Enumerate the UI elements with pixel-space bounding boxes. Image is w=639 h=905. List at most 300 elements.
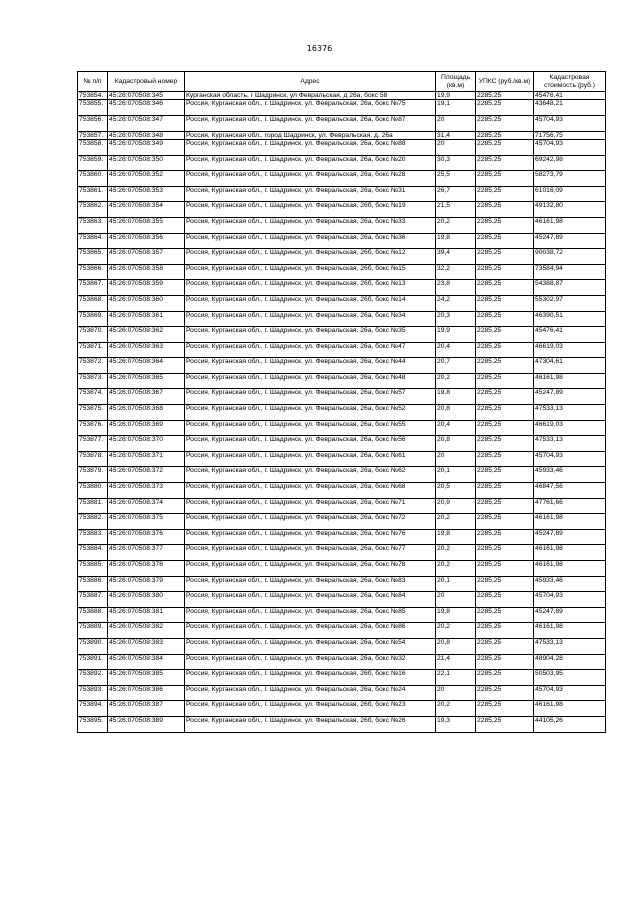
cell-cadastral-number: 45:26:070508:376 [108, 529, 185, 545]
cell-cadastral-number: 45:26:070508:349 [108, 139, 185, 155]
cell-row-number: 753878. [78, 451, 108, 467]
cell-area: 20,9 [436, 498, 476, 514]
table-row [78, 92, 606, 100]
header-cadastral: Кадастровый номер [108, 72, 185, 92]
cell-address: Россия, Курганская обл., г. Шадринск, ул. Февральская, 26б, бокс №26 [185, 716, 436, 732]
header-cost: Кадастровая стоимость (руб.) [534, 72, 606, 92]
table-row [78, 186, 606, 202]
cell-address: Россия, Курганская обл., г. Шадринск, ул. Февральская, 26а, бокс №88 [185, 139, 436, 155]
cell-cadastral-cost: 45704,93 [534, 139, 606, 155]
cell-cadastral-number: 45:26:070508:367 [108, 389, 185, 405]
cell-row-number: 753858. [78, 139, 108, 155]
cell-cadastral-number: 45:26:070508:386 [108, 685, 185, 701]
cell-cadastral-cost: 46161,98 [534, 217, 606, 233]
cell-cadastral-cost: 54388,87 [534, 280, 606, 296]
table-row [78, 233, 606, 249]
cell-area: 21,5 [436, 202, 476, 218]
cell-cadastral-number: 45:26:070508:387 [108, 701, 185, 717]
cell-area: 20,3 [436, 311, 476, 327]
cell-cadastral-cost: 45247,89 [534, 607, 606, 623]
cell-area: 32,2 [436, 264, 476, 280]
cell-row-number: 753860. [78, 171, 108, 187]
cell-address: Россия, Курганская обл., г. Шадринск, ул. Февральская, 26а, бокс №56 [185, 436, 436, 452]
cell-cadastral-cost: 46161,98 [534, 373, 606, 389]
cell-row-number: 753895. [78, 716, 108, 732]
cell-cadastral-cost: 45247,89 [534, 233, 606, 249]
cell-upks: 2285,25 [476, 623, 534, 639]
cell-cadastral-number: 45:26:070508:378 [108, 561, 185, 577]
cell-upks: 2285,25 [476, 436, 534, 452]
table-row [78, 311, 606, 327]
cell-row-number: 753871. [78, 342, 108, 358]
cell-area: 20,2 [436, 545, 476, 561]
table-row [78, 467, 606, 483]
cell-row-number: 753889. [78, 623, 108, 639]
cell-address: Россия, Курганская обл., г. Шадринск, ул. Февральская, 26а, бокс №77 [185, 545, 436, 561]
cell-upks: 2285,25 [476, 654, 534, 670]
table-row [78, 327, 606, 343]
cell-cadastral-cost: 46390,51 [534, 311, 606, 327]
table-header-row [78, 72, 606, 92]
cell-address: Россия, Курганская обл., г. Шадринск, ул. Февральская, 26а, бокс №20 [185, 155, 436, 171]
cell-cadastral-number: 45:26:070508:360 [108, 295, 185, 311]
cell-address: Россия, Курганская обл., г. Шадринск, ул. Февральская, 26а, бокс №61 [185, 451, 436, 467]
cell-area: 20,2 [436, 217, 476, 233]
table-row [78, 670, 606, 686]
table-row [78, 280, 606, 296]
cell-row-number: 753885. [78, 561, 108, 577]
cell-area: 19,8 [436, 529, 476, 545]
cell-upks: 2285,25 [476, 545, 534, 561]
table-row [78, 498, 606, 514]
cell-address: Россия, Курганская обл., г. Шадринск, ул. Февральская, 26а, бокс №87 [185, 115, 436, 131]
cell-area: 20,8 [436, 436, 476, 452]
cell-cadastral-cost: 47761,66 [534, 498, 606, 514]
cell-row-number: 753870. [78, 327, 108, 343]
cell-area: 21,4 [436, 654, 476, 670]
cell-cadastral-number: 45:26:070508:348 [108, 131, 185, 139]
header-area: Площадь (кв.м) [436, 72, 476, 92]
header-num: № п/п [78, 72, 108, 92]
cell-upks: 2285,25 [476, 280, 534, 296]
cell-cadastral-cost: 58273,79 [534, 171, 606, 187]
cell-cadastral-cost: 46161,98 [534, 623, 606, 639]
cell-upks: 2285,25 [476, 483, 534, 499]
cell-area: 22,1 [436, 670, 476, 686]
cell-area: 20 [436, 451, 476, 467]
cell-cadastral-number: 45:26:070508:377 [108, 545, 185, 561]
cell-area: 19,1 [436, 100, 476, 116]
cell-row-number: 753855. [78, 100, 108, 116]
table-body [78, 92, 606, 733]
cell-cadastral-number: 45:26:070508:350 [108, 155, 185, 171]
cell-cadastral-cost: 71756,75 [534, 131, 606, 139]
cell-upks: 2285,25 [476, 342, 534, 358]
cell-address: Россия, Курганская обл., г. Шадринск, ул. Февральская, 26а, бокс №68 [185, 483, 436, 499]
cell-address: Россия, Курганская обл., г. Шадринск, ул. Февральская, 26а, бокс №54 [185, 638, 436, 654]
cell-cadastral-cost: 43648,21 [534, 100, 606, 116]
cell-cadastral-cost: 55302,97 [534, 295, 606, 311]
cell-address: Россия, Курганская обл., г. Шадринск, ул. Февральская, 26а, бокс №32 [185, 654, 436, 670]
cell-row-number: 753866. [78, 264, 108, 280]
cell-upks: 2285,25 [476, 685, 534, 701]
cadastral-table [77, 71, 606, 733]
cell-area: 19,9 [436, 327, 476, 343]
table-row [78, 638, 606, 654]
cell-row-number: 753892. [78, 670, 108, 686]
cell-row-number: 753854. [78, 92, 108, 100]
cell-cadastral-number: 45:26:070508:346 [108, 100, 185, 116]
header-upks: УПКС (руб./кв.м) [476, 72, 534, 92]
table-row [78, 592, 606, 608]
cell-cadastral-number: 45:26:070508:372 [108, 467, 185, 483]
cell-row-number: 753875. [78, 405, 108, 421]
cell-area: 20,2 [436, 561, 476, 577]
cell-address: Россия, Курганская обл., г. Шадринск, ул. Февральская, 26а, бокс №83 [185, 576, 436, 592]
table-row [78, 436, 606, 452]
cell-upks: 2285,25 [476, 264, 534, 280]
cell-upks: 2285,25 [476, 389, 534, 405]
cell-address: Россия, Курганская обл., г. Шадринск, ул. Февральская, 26а, бокс №35 [185, 327, 436, 343]
cell-area: 20,2 [436, 373, 476, 389]
cell-row-number: 753883. [78, 529, 108, 545]
cell-upks: 2285,25 [476, 498, 534, 514]
cell-address: Курганская область, г Шадринск, ул Февральская, д 26а, бокс 58 [185, 92, 436, 100]
cell-row-number: 753869. [78, 311, 108, 327]
cell-row-number: 753891. [78, 654, 108, 670]
cell-cadastral-number: 45:26:070508:363 [108, 342, 185, 358]
table-row [78, 451, 606, 467]
table-row [78, 171, 606, 187]
cell-upks: 2285,25 [476, 373, 534, 389]
cell-area: 31,4 [436, 131, 476, 139]
cell-cadastral-number: 45:26:070508:383 [108, 638, 185, 654]
cell-cadastral-number: 45:26:070508:347 [108, 115, 185, 131]
cell-cadastral-cost: 45476,41 [534, 327, 606, 343]
cell-upks: 2285,25 [476, 92, 534, 100]
cell-cadastral-number: 45:26:070508:375 [108, 514, 185, 530]
cell-address: Россия, Курганская обл., город Шадринск, ул. Февральская, д. 26а [185, 131, 436, 139]
table-row [78, 529, 606, 545]
table-row [78, 701, 606, 717]
cell-area: 19,9 [436, 92, 476, 100]
cell-cadastral-number: 45:26:070508:371 [108, 451, 185, 467]
cell-address: Россия, Курганская обл., г. Шадринск, ул. Февральская, 26б, бокс №15 [185, 264, 436, 280]
cell-upks: 2285,25 [476, 467, 534, 483]
cell-area: 20 [436, 685, 476, 701]
table-row [78, 295, 606, 311]
cell-area: 20 [436, 592, 476, 608]
table-row [78, 685, 606, 701]
cell-address: Россия, Курганская обл., г. Шадринск, ул. Февральская, 26а, бокс №75 [185, 100, 436, 116]
table-row [78, 483, 606, 499]
cell-cadastral-cost: 45247,89 [534, 389, 606, 405]
cell-upks: 2285,25 [476, 155, 534, 171]
cell-cadastral-number: 45:26:070508:380 [108, 592, 185, 608]
cell-row-number: 753877. [78, 436, 108, 452]
cell-cadastral-number: 45:26:070508:384 [108, 654, 185, 670]
cell-address: Россия, Курганская обл., г. Шадринск, ул. Февральская, 26а, бокс №62 [185, 467, 436, 483]
cell-cadastral-cost: 46161,98 [534, 514, 606, 530]
cell-cadastral-number: 45:26:070508:379 [108, 576, 185, 592]
cell-upks: 2285,25 [476, 186, 534, 202]
table-row [78, 607, 606, 623]
cell-cadastral-cost: 47533,13 [534, 436, 606, 452]
cell-area: 19,8 [436, 389, 476, 405]
cell-upks: 2285,25 [476, 327, 534, 343]
cell-row-number: 753856. [78, 115, 108, 131]
cell-cadastral-number: 45:26:070508:373 [108, 483, 185, 499]
table-row [78, 576, 606, 592]
cell-cadastral-cost: 46161,98 [534, 561, 606, 577]
cell-area: 20 [436, 115, 476, 131]
cell-cadastral-cost: 46847,56 [534, 483, 606, 499]
cell-row-number: 753868. [78, 295, 108, 311]
cell-cadastral-cost: 49132,80 [534, 202, 606, 218]
table-row [78, 389, 606, 405]
cell-cadastral-number: 45:26:070508:357 [108, 249, 185, 265]
cell-cadastral-number: 45:26:070508:358 [108, 264, 185, 280]
cell-area: 19,3 [436, 716, 476, 732]
cell-cadastral-cost: 69242,98 [534, 155, 606, 171]
cell-row-number: 753863. [78, 217, 108, 233]
cell-cadastral-cost: 46619,03 [534, 420, 606, 436]
cell-upks: 2285,25 [476, 576, 534, 592]
cell-area: 20,1 [436, 467, 476, 483]
cell-row-number: 753865. [78, 249, 108, 265]
cell-area: 20,4 [436, 420, 476, 436]
cell-row-number: 753880. [78, 483, 108, 499]
table-row [78, 249, 606, 265]
cell-upks: 2285,25 [476, 638, 534, 654]
cell-cadastral-number: 45:26:070508:352 [108, 171, 185, 187]
cell-upks: 2285,25 [476, 131, 534, 139]
cell-cadastral-cost: 45704,93 [534, 592, 606, 608]
cell-address: Россия, Курганская обл., г. Шадринск, ул. Февральская, 26а, бокс №28 [185, 171, 436, 187]
cell-cadastral-cost: 45704,93 [534, 685, 606, 701]
cell-cadastral-number: 45:26:070508:389 [108, 716, 185, 732]
cell-upks: 2285,25 [476, 451, 534, 467]
cell-row-number: 753873. [78, 373, 108, 389]
cell-upks: 2285,25 [476, 100, 534, 116]
cell-area: 26,7 [436, 186, 476, 202]
cell-row-number: 753893. [78, 685, 108, 701]
cell-row-number: 753876. [78, 420, 108, 436]
cell-cadastral-number: 45:26:070508:381 [108, 607, 185, 623]
cell-area: 20,2 [436, 514, 476, 530]
cell-cadastral-cost: 50503,95 [534, 670, 606, 686]
cell-upks: 2285,25 [476, 217, 534, 233]
table-row [78, 358, 606, 374]
cell-cadastral-cost: 73584,94 [534, 264, 606, 280]
cell-address: Россия, Курганская обл., г. Шадринск, ул. Февральская, 26б, бокс №19 [185, 202, 436, 218]
cell-cadastral-cost: 48904,28 [534, 654, 606, 670]
cell-cadastral-cost: 46161,98 [534, 545, 606, 561]
cell-area: 20,5 [436, 483, 476, 499]
cell-area: 19,8 [436, 233, 476, 249]
cell-row-number: 753879. [78, 467, 108, 483]
cell-address: Россия, Курганская обл., г. Шадринск, ул. Февральская, 26а, бокс №31 [185, 186, 436, 202]
cell-upks: 2285,25 [476, 529, 534, 545]
table-row [78, 115, 606, 131]
cell-area: 19,8 [436, 607, 476, 623]
cell-upks: 2285,25 [476, 139, 534, 155]
cell-cadastral-number: 45:26:070508:361 [108, 311, 185, 327]
cell-row-number: 753884. [78, 545, 108, 561]
cell-upks: 2285,25 [476, 514, 534, 530]
cell-upks: 2285,25 [476, 592, 534, 608]
cell-cadastral-cost: 45933,46 [534, 576, 606, 592]
cell-address: Россия, Курганская обл., г. Шадринск, ул. Февральская, 26а, бокс №76 [185, 529, 436, 545]
cell-area: 20,2 [436, 623, 476, 639]
cell-cadastral-number: 45:26:070508:345 [108, 92, 185, 100]
cell-cadastral-cost: 45933,46 [534, 467, 606, 483]
cell-row-number: 753888. [78, 607, 108, 623]
cell-cadastral-cost: 47533,13 [534, 405, 606, 421]
cell-address: Россия, Курганская обл., г. Шадринск, ул. Февральская, 26а, бокс №33 [185, 217, 436, 233]
cell-cadastral-number: 45:26:070508:368 [108, 405, 185, 421]
cell-cadastral-number: 45:26:070508:382 [108, 623, 185, 639]
cell-address: Россия, Курганская обл., г. Шадринск, ул. Февральская, 26а, бокс №52 [185, 405, 436, 421]
cell-cadastral-number: 45:26:070508:369 [108, 420, 185, 436]
cell-address: Россия, Курганская обл., г. Шадринск, ул. Февральская, 26а, бокс №72 [185, 514, 436, 530]
cell-upks: 2285,25 [476, 311, 534, 327]
table-row [78, 623, 606, 639]
cell-address: Россия, Курганская обл., г. Шадринск, ул. Февральская, 26б, бокс №13 [185, 280, 436, 296]
cell-area: 39,4 [436, 249, 476, 265]
cell-row-number: 753894. [78, 701, 108, 717]
table-row [78, 342, 606, 358]
cell-cadastral-number: 45:26:070508:355 [108, 217, 185, 233]
cell-cadastral-number: 45:26:070508:374 [108, 498, 185, 514]
cell-row-number: 753874. [78, 389, 108, 405]
page-number: 16376 [306, 44, 333, 53]
cell-area: 30,3 [436, 155, 476, 171]
cell-upks: 2285,25 [476, 701, 534, 717]
cell-cadastral-cost: 45704,93 [534, 451, 606, 467]
cell-address: Россия, Курганская обл., г. Шадринск, ул. Февральская, 26б, бокс №14 [185, 295, 436, 311]
cell-address: Россия, Курганская обл., г. Шадринск, ул. Февральская, 26а, бокс №44 [185, 358, 436, 374]
cell-cadastral-cost: 61016,09 [534, 186, 606, 202]
cell-cadastral-number: 45:26:070508:353 [108, 186, 185, 202]
cell-address: Россия, Курганская обл., г. Шадринск, ул. Февральская, 26а, бокс №36 [185, 233, 436, 249]
cell-cadastral-cost: 90038,72 [534, 249, 606, 265]
cell-area: 20 [436, 139, 476, 155]
cell-address: Россия, Курганская обл., г. Шадринск, ул. Февральская, 26а, бокс №34 [185, 311, 436, 327]
cell-cadastral-cost: 47304,61 [534, 358, 606, 374]
cell-upks: 2285,25 [476, 405, 534, 421]
cell-cadastral-cost: 46619,03 [534, 342, 606, 358]
cell-address: Россия, Курганская обл., г. Шадринск, ул. Февральская, 26а, бокс №85 [185, 607, 436, 623]
cell-cadastral-number: 45:26:070508:356 [108, 233, 185, 249]
cell-cadastral-number: 45:26:070508:354 [108, 202, 185, 218]
table-row [78, 202, 606, 218]
table-row [78, 264, 606, 280]
cell-upks: 2285,25 [476, 202, 534, 218]
cell-cadastral-cost: 45247,89 [534, 529, 606, 545]
cell-area: 20,4 [436, 342, 476, 358]
cell-area: 25,5 [436, 171, 476, 187]
table-row [78, 514, 606, 530]
cell-row-number: 753882. [78, 514, 108, 530]
cell-area: 20,1 [436, 576, 476, 592]
cell-cadastral-cost: 46161,98 [534, 701, 606, 717]
cell-upks: 2285,25 [476, 249, 534, 265]
cell-upks: 2285,25 [476, 115, 534, 131]
table-row [78, 100, 606, 116]
cell-area: 20,8 [436, 638, 476, 654]
cell-row-number: 753859. [78, 155, 108, 171]
cell-upks: 2285,25 [476, 295, 534, 311]
cell-row-number: 753864. [78, 233, 108, 249]
cell-cadastral-cost: 47533,13 [534, 638, 606, 654]
cell-row-number: 753890. [78, 638, 108, 654]
cell-row-number: 753861. [78, 186, 108, 202]
table-row [78, 420, 606, 436]
table-row [78, 405, 606, 421]
cell-cadastral-number: 45:26:070508:359 [108, 280, 185, 296]
cell-row-number: 753862. [78, 202, 108, 218]
cell-cadastral-number: 45:26:070508:365 [108, 373, 185, 389]
cell-address: Россия, Курганская обл., г. Шадринск, ул. Февральская, 26б, бокс №16 [185, 670, 436, 686]
cell-upks: 2285,25 [476, 171, 534, 187]
cell-row-number: 753887. [78, 592, 108, 608]
table-row [78, 139, 606, 155]
cell-cadastral-number: 45:26:070508:370 [108, 436, 185, 452]
table-row [78, 217, 606, 233]
cell-upks: 2285,25 [476, 561, 534, 577]
cell-row-number: 753867. [78, 280, 108, 296]
cell-upks: 2285,25 [476, 233, 534, 249]
table-row [78, 131, 606, 139]
cell-row-number: 753857. [78, 131, 108, 139]
cell-cadastral-cost: 45704,93 [534, 115, 606, 131]
cell-address: Россия, Курганская обл., г. Шадринск, ул. Февральская, 26а, бокс №47 [185, 342, 436, 358]
cell-upks: 2285,25 [476, 670, 534, 686]
cell-row-number: 753881. [78, 498, 108, 514]
cell-row-number: 753886. [78, 576, 108, 592]
table-row [78, 561, 606, 577]
cell-address: Россия, Курганская обл., г. Шадринск, ул. Февральская, 26а, бокс №55 [185, 420, 436, 436]
cell-cadastral-number: 45:26:070508:364 [108, 358, 185, 374]
cell-area: 23,8 [436, 280, 476, 296]
table-row [78, 373, 606, 389]
cell-cadastral-number: 45:26:070508:385 [108, 670, 185, 686]
table-row [78, 545, 606, 561]
cell-address: Россия, Курганская обл., г. Шадринск, ул. Февральская, 26а, бокс №71 [185, 498, 436, 514]
table-row [78, 654, 606, 670]
cell-upks: 2285,25 [476, 358, 534, 374]
table-row [78, 716, 606, 732]
cell-area: 24,2 [436, 295, 476, 311]
cell-address: Россия, Курганская обл., г. Шадринск, ул. Февральская, 26а, бокс №84 [185, 592, 436, 608]
cell-area: 20,8 [436, 405, 476, 421]
cell-address: Россия, Курганская обл., г. Шадринск, ул. Февральская, 26а, бокс №24 [185, 685, 436, 701]
cell-area: 20,2 [436, 701, 476, 717]
cell-cadastral-cost: 45476,41 [534, 92, 606, 100]
cell-cadastral-number: 45:26:070508:362 [108, 327, 185, 343]
cell-address: Россия, Курганская обл., г. Шадринск, ул. Февральская, 26а, бокс №57 [185, 389, 436, 405]
cell-address: Россия, Курганская обл., г. Шадринск, ул. Февральская, 26б, бокс №23 [185, 701, 436, 717]
cell-upks: 2285,25 [476, 420, 534, 436]
cell-address: Россия, Курганская обл., г. Шадринск, ул. Февральская, 26б, бокс №12 [185, 249, 436, 265]
cell-upks: 2285,25 [476, 607, 534, 623]
cell-address: Россия, Курганская обл., г. Шадринск, ул. Февральская, 26а, бокс №48 [185, 373, 436, 389]
cell-address: Россия, Курганская обл., г. Шадринск, ул. Февральская, 26а, бокс №78 [185, 561, 436, 577]
table-row [78, 155, 606, 171]
cell-row-number: 753872. [78, 358, 108, 374]
cell-area: 20,7 [436, 358, 476, 374]
